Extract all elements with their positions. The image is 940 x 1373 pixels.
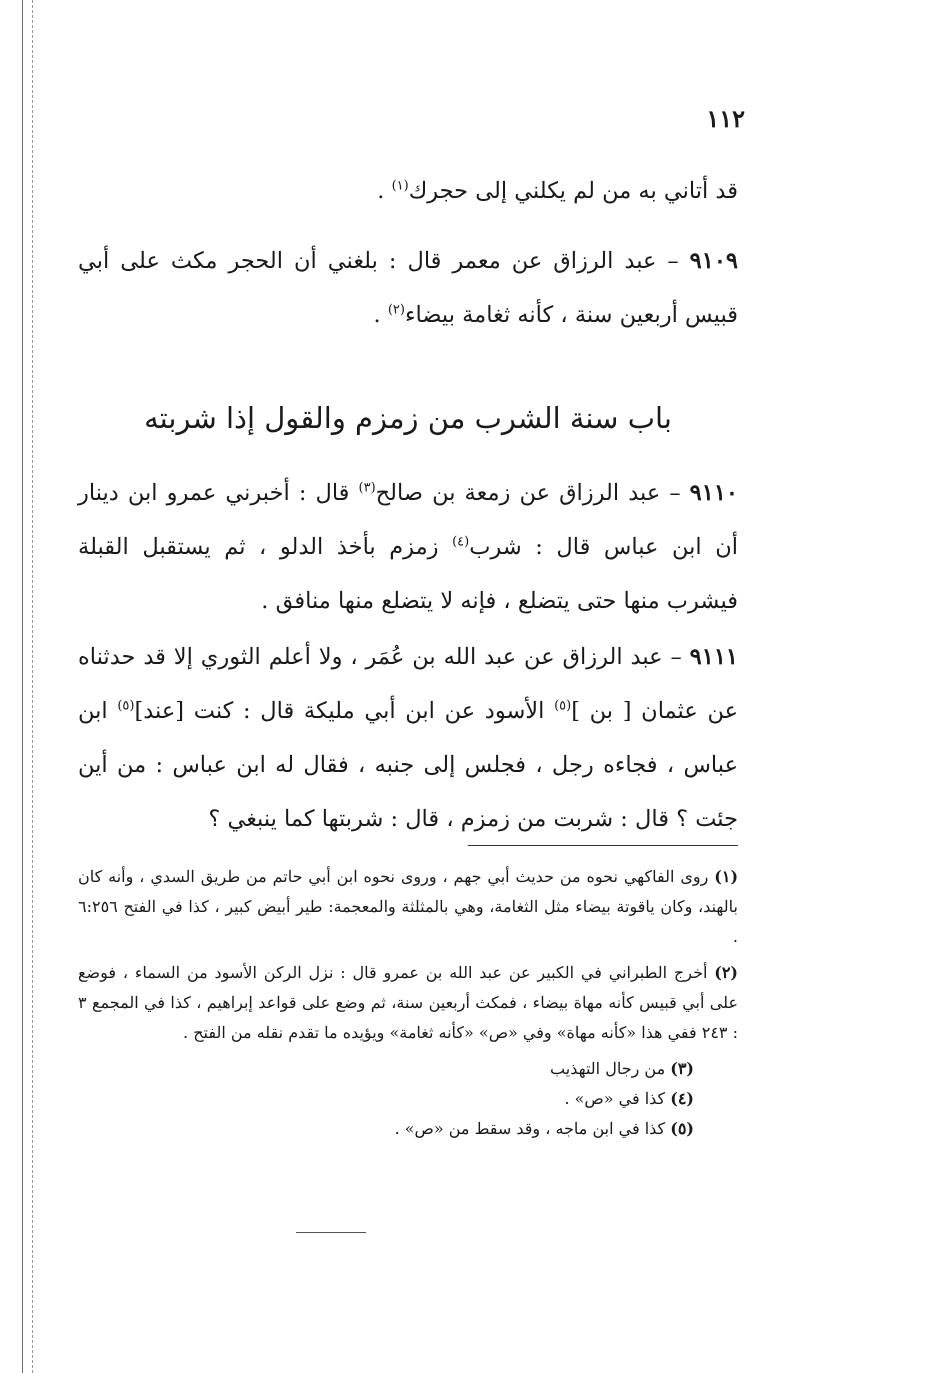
hadith-text: – عبد الرزاق عن زمعة بن صالح [375, 480, 690, 506]
hadith-9111-paragraph [78, 630, 738, 846]
footnote-separator [468, 845, 738, 846]
hadith-number: ٩١٠٩ [689, 248, 738, 274]
footnote-4 [78, 1084, 738, 1114]
footnote-ref-4: (٤) [452, 534, 470, 550]
binding-edge-line [22, 0, 23, 1373]
hadith-text: ابن عباس ، فجاءه رجل ، فجلس إلى جنبه ، فقال له ابن عباس : من أين جئت ؟ قال : شربت من زمزم ، قال : شربتها كما ينبغي ؟ [78, 698, 738, 832]
footnote-ref-5: (٥) [554, 698, 572, 714]
footnote-number: (١) [714, 867, 739, 886]
footnote-text: كذا في ابن ماجه ، وقد سقط من «ص» . [394, 1119, 671, 1138]
footnote-3 [78, 1054, 738, 1084]
hadith-text-end: . [373, 302, 388, 328]
chapter-heading: باب سنة الشرب من زمزم والقول إذا شربته [144, 401, 672, 435]
binding-edge-line-faint [32, 0, 33, 1373]
carryover-end: . [377, 178, 392, 204]
footnote-text: أخرج الطبراني في الكبير عن عبد الله بن عمرو قال : نزل الركن الأسود من السماء ، فوضع على أبي قبيس كأنه مهاة بيضاء ، فمكث أربعين سنة، ثم وضع على قواعد إبراهيم ، كذا في المجمع ٣ : ٢٤٣ ففي هذا «كأنه مهاة» وفي «ص» «كأنه ثغامة» ويؤيده ما تقدم نقله من الفتح . [78, 963, 738, 1042]
footnote-1 [78, 862, 738, 952]
hadith-text: زمزم بأخذ الدلو ، ثم يستقبل القبلة فيشرب منها حتى يتضلع ، فإنه لا يتضلع منها منافق . [78, 534, 738, 614]
footnote-text: من رجال التهذيب [550, 1059, 671, 1078]
hadith-text: – عبد الرزاق عن معمر قال : بلغني أن الحجر مكث على أبي قبيس أربعين سنة ، كأنه ثغامة بيضاء [78, 248, 738, 328]
footnote-text: كذا في «ص» . [564, 1089, 671, 1108]
footnote-number: (٥) [670, 1119, 694, 1138]
footnote-number: (٤) [670, 1089, 694, 1108]
footnote-ref-2: (٢) [387, 302, 405, 318]
footnote-ref-5b: (٥) [117, 698, 135, 714]
hadith-9110-paragraph [78, 466, 738, 628]
carryover-paragraph [78, 164, 738, 218]
footnote-number: (٢) [714, 963, 738, 982]
footnote-ref-3: (٣) [358, 480, 376, 496]
footnote-ref-1: (١) [391, 178, 409, 194]
footnote-text: روى الفاكهي نحوه من حديث أبي جهم ، وروى نحوه ابن أبي حاتم من طريق السدي ، وأنه كان بالهند، وكان ياقوتة بيضاء مثل الثغامة، وهي بالمثلثة والمعجمة: طير أبيض كبير ، كذا في الفتح ٦:٢٥٦ . [78, 867, 738, 946]
carryover-text: قد أتاني به من لم يكلني إلى حجرك [408, 178, 738, 204]
hadith-number: ٩١١١ [689, 644, 738, 670]
hadith-text: – عبد الرزاق عن عبد الله بن عُمَر ، ولا أعلم الثوري إلا قد حدثناه عن عثمان [ بن ] [78, 644, 738, 724]
hadith-9109-paragraph [78, 234, 738, 342]
hadith-text: الأسود عن ابن أبي مليكة قال : كنت [عند] [134, 698, 555, 724]
footnote-2 [78, 958, 738, 1048]
footnotes-section [78, 862, 738, 1144]
hadith-text: قال : أخبرني عمرو ابن دينار أن ابن عباس قال : شرب [78, 480, 739, 560]
page-number: ١١٢ [706, 104, 745, 133]
hadith-number: ٩١١٠ [689, 480, 738, 506]
footnote-5 [78, 1114, 738, 1144]
footnote-number: (٣) [670, 1059, 694, 1078]
end-rule [296, 1232, 366, 1233]
